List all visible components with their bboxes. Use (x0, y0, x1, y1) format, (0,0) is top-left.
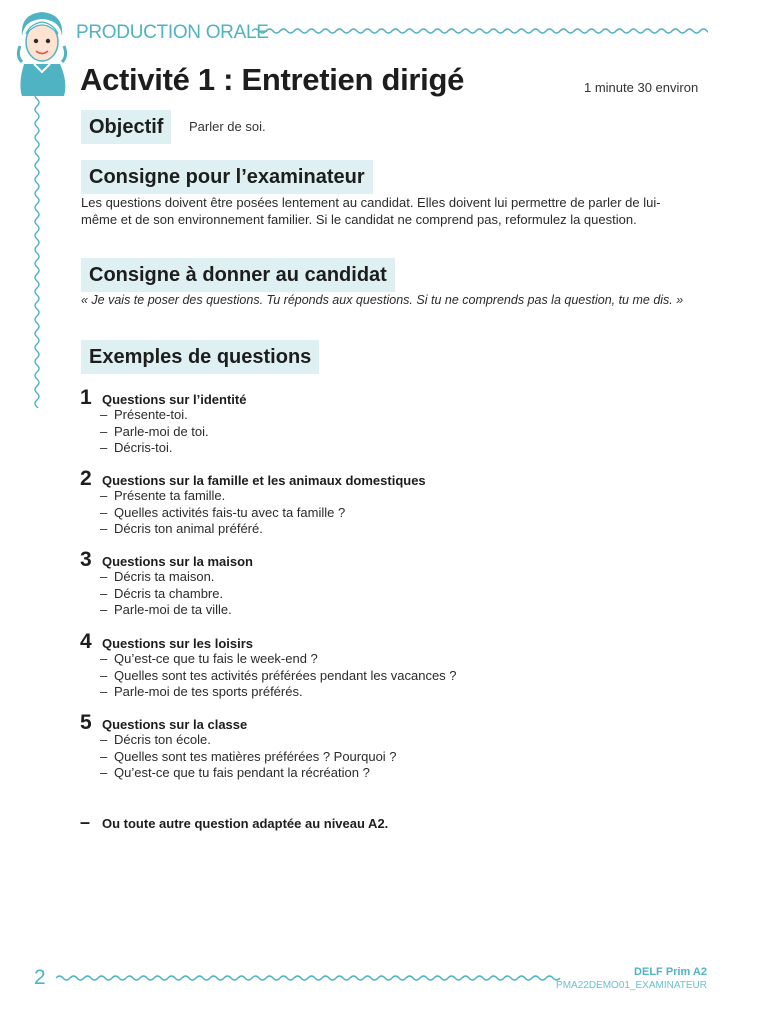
question-item: – Décris ta chambre. (100, 585, 224, 601)
bottom-wavy-divider (56, 973, 566, 983)
examiner-heading: Consigne pour l’examinateur (81, 160, 373, 194)
question-group (80, 386, 680, 457)
question-group (80, 630, 680, 701)
candidate-quote: « Je vais te poser des questions. Tu réponds aux questions. Si tu ne comprends pas la question, tu me dis. » (81, 293, 684, 307)
other-question-note (80, 812, 388, 833)
group-number: 3 (80, 548, 92, 571)
question-item: – Qu’est-ce que tu fais pendant la récréation ? (100, 765, 370, 780)
objective-heading: Objectif (81, 110, 171, 144)
question-item: – Parle-moi de tes sports préférés. (100, 684, 303, 699)
question-group (80, 548, 680, 619)
question-item: – Quelles sont tes activités préférées pendant les vacances ? (100, 667, 457, 683)
group-number: 4 (80, 630, 92, 653)
group-title: Questions sur l’identité (102, 392, 247, 407)
group-number: 2 (80, 467, 92, 490)
question-list (80, 651, 680, 701)
question-list (80, 732, 680, 782)
question-item: – Parle-moi de toi. (100, 423, 209, 439)
exam-name: DELF Prim A2 (634, 966, 707, 978)
question-item: – Décris ton école. (100, 732, 211, 747)
question-item: – Quelles sont tes matières préférées ? Pourquoi ? (100, 748, 397, 764)
group-number: 5 (80, 711, 92, 734)
question-item: – Décris-toi. (100, 440, 173, 455)
section-label: PRODUCTION ORALE (76, 22, 269, 43)
group-title: Questions sur la maison (102, 554, 253, 569)
question-group (80, 467, 680, 538)
examiner-line: Les questions doivent être posées lentement au candidat. Elles doivent lui permettre de parler de lui- (81, 195, 661, 210)
mascot-illustration (14, 6, 70, 98)
duration-label: 1 minute 30 environ (584, 80, 699, 95)
examples-heading: Exemples de questions (81, 340, 319, 374)
document-code: PMA22DEMO01_EXAMINATEUR (556, 980, 707, 991)
page-number: 2 (34, 966, 46, 989)
group-title: Questions sur la classe (102, 717, 248, 732)
question-item: – Présente-toi. (100, 407, 188, 422)
top-wavy-divider (252, 26, 708, 36)
question-list (80, 488, 680, 538)
group-title: Questions sur la famille et les animaux domestiques (102, 473, 426, 488)
candidate-heading: Consigne à donner au candidat (81, 258, 395, 292)
question-item: – Présente ta famille. (100, 488, 226, 503)
question-item: – Décris ta maison. (100, 569, 215, 584)
question-group (80, 711, 680, 782)
other-question-text: Ou toute autre question adaptée au niveau A2. (102, 816, 389, 831)
side-wavy-divider (30, 92, 44, 408)
group-number: 1 (80, 386, 92, 409)
group-title: Questions sur les loisirs (102, 636, 253, 651)
objective-text: Parler de soi. (189, 119, 266, 134)
page-title: Activité 1 : Entretien dirigé (80, 62, 465, 97)
question-item: – Parle-moi de ta ville. (100, 602, 232, 617)
examiner-instructions (81, 195, 711, 228)
question-item: – Quelles activités fais-tu avec ta famille ? (100, 504, 346, 520)
examiner-line: même et de son environnement familier. Si le candidat ne comprend pas, reformulez la question. (81, 211, 637, 227)
question-item: – Qu’est-ce que tu fais le week-end ? (100, 651, 318, 666)
other-dash: – (80, 812, 91, 832)
question-list (80, 569, 680, 619)
question-item: – Décris ton animal préféré. (100, 521, 263, 536)
question-list (80, 407, 680, 457)
